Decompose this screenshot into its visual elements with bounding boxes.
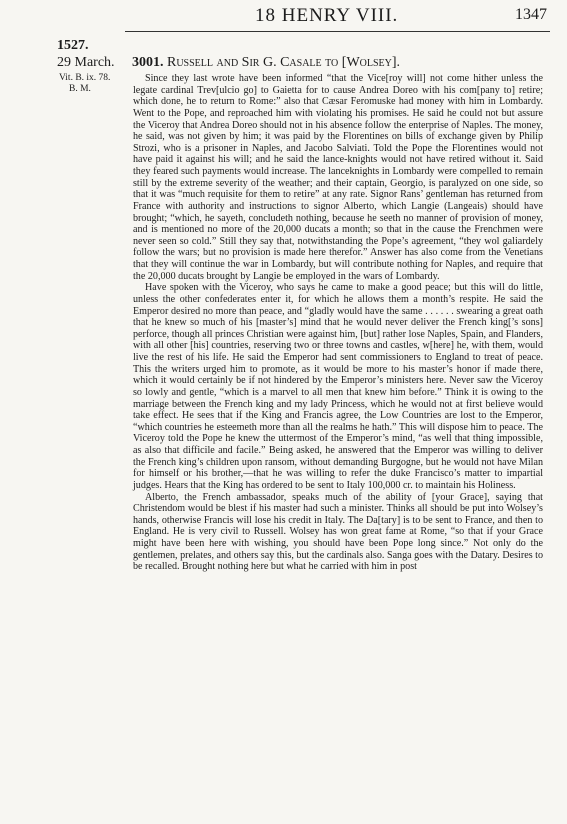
running-title: 18 HENRY VIII.: [255, 5, 399, 26]
entry-number: 3001.: [132, 55, 164, 70]
entry-title: Russell and Sir G. Casale to [Wolsey].: [167, 55, 401, 70]
entry-body: [133, 73, 543, 573]
margin-year: 1527.: [57, 38, 89, 53]
paragraph: Alberto, the French ambassador, speaks much of the ability of [your Grace], saying that Christendom would be blest if his master had such a minister. Thinks all should be put into Wolsey’s hands, otherwise Francis will lose his credit in Italy. The Da[tary] is to be sent to France, and then to England. He is very civil to Russell. Wolsey has won great fame at Rome, “so that if your Grace might have been here with wishing, you should have been Pope long since.” Not only do the gentlemen, prelates, and others say this, but the cardinals also. Sanga goes with the Datary. Desires to be recalled. Brought nothing here but what he carried with him in post: [133, 491, 543, 573]
margin-repository: B. M.: [69, 84, 91, 94]
entry-heading: [132, 55, 400, 71]
paragraph: Have spoken with the Viceroy, who says he came to make a good peace; but this will do little, unless the other confederates enter it, for which he allows them a month’s respite. He said the Emperor desired no more than peace, and “gladly would have the same . . . . . . swearing a great oath that he knew so much of his [master’s] mind that he would never deliver the French king[’s sons] perforce, though all princes Christian were against him, [but] rather lose Naples, Spain, and Flanders, with all other [his] countries, reserving two or three towns and castles, w[here] he, with them, would live the rest of his life. He said the Emperor had sent commissioners to England to treat of peace. This the writers urged him to promote, as it would be more to his master’s honor if made there, which it would certainly be if not hindered by the Emperor’s ministers here. Never saw the Viceroy so lowly and gentle, “which is a marvel to all men that knew him before.” Think it is owing to the marriage between the French king and my lady Princess, which he would not at first believe would take effect. He sees that if the King and Francis agree, the Low Countries are lost to the Emperor, “which countries he esteemeth more than all the realms he hath.” This will dispose him to peace. The Viceroy told the Pope he knew the uttermost of the Emperor’s mind, “as well that thing impossible, as also that difficile and facile.” Being asked, he answered that the Emperor was willing to deliver the French king’s children upon ransom, without demanding Burgogne, but he would not have Milan for himself or his brother,—that he was willing to refer the duke Francisco’s matter to impartial judges. Hears that the King has ordered to be sent to Italy 100,000 cr. to maintain his Holiness.: [133, 282, 543, 491]
page-number: 1347: [515, 6, 547, 23]
margin-reference: Vit. B. ix. 78.: [59, 73, 111, 83]
margin-date: 29 March.: [57, 55, 115, 70]
paragraph: Since they last wrote have been informed “that the Vice[roy will] not come hither unless the legate cardinal Trev[ulcio go] to Gaietta for to cause Andrea Doreo with his com[pany to] retire; which done, he to return to Rome:” also that Cæsar Feromuske had money with him in Lombardy. Went to the Pope, and reproached him with violating his promises. He said he could not but assure the Viceroy that Andrea Doreo should not in his absence follow the enterprise of Naples. The money, he said, was not given by him; it was paid by the Florentines on bills of exchange given by Philip Strozi, who is a prisoner in Naples, and Jacobo Salviati. Told the Pope the Florentines would not have paid it against his will; and he said the lance-knights would not have retired without it. Said they feared such payments would increase. The lanceknights in Lombardy were compelled to remain still by the extreme severity of the weather; and their captain, Georgio, is paralyzed on one side, so that it was “much requisite for them to retire” at any rate. Signor Rans’ gentleman has returned from France with authority and instructions to signor Alberto, which Langie (Langeais) should have brought; “which, he sayeth, concludeth nothing, because he seeth no manner of provision of money, and is mentioned no more of the 20,000 ducats a month; so that in the cause the Frenchmen were never seen so cold.” Still they say that, notwithstanding the Pope’s agreement, “they wol galiardely follow the wars; but no provision is made here therefor.” Answer has also come from the Venetians that they will continue the war in Lombardy, but will contribute nothing for Naples, and require that the 20,000 ducats brought by Langie be employed in the wars of Lombardy.: [133, 73, 543, 282]
header-rule: [125, 31, 550, 32]
